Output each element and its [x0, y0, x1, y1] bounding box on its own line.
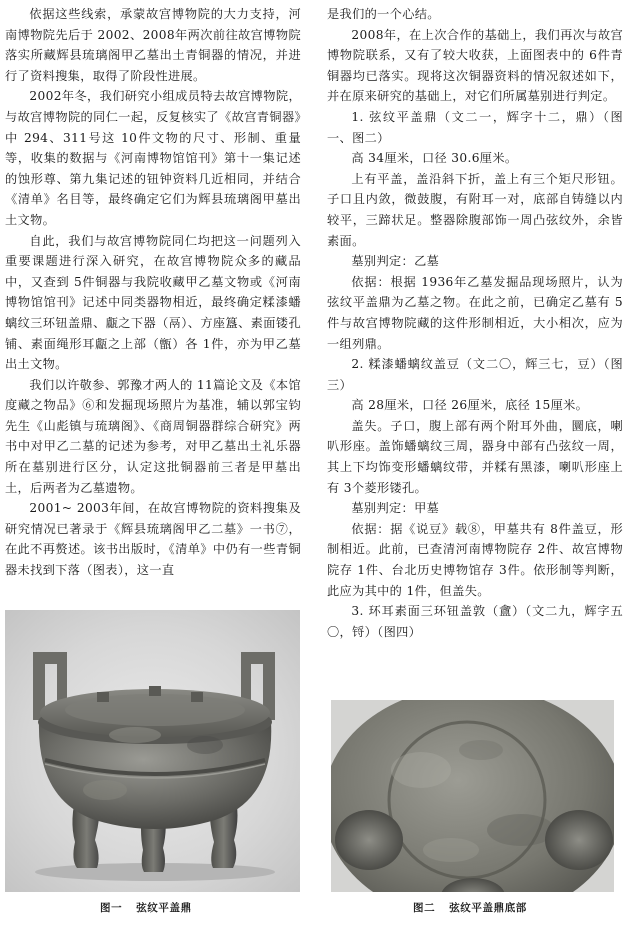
- paragraph: 高 28厘米，口径 26厘米，底径 15厘米。: [351, 398, 589, 413]
- ding-vessel-illustration: [5, 610, 300, 892]
- paragraph: 高 34厘米，口径 30.6厘米。: [351, 151, 518, 166]
- paragraph: 墓别判定：乙墓: [351, 254, 440, 269]
- figure-2-photo: [331, 700, 614, 892]
- figure-1-photo: [5, 610, 300, 892]
- paragraph: 2. 糅漆蟠螭纹盖豆（文二〇，辉三七，豆）（图三）: [327, 357, 623, 392]
- ding-underside-illustration: [331, 700, 614, 892]
- right-text-column: [327, 4, 623, 642]
- paragraph: 上有平盖，盖沿斜下折，盖上有三个矩尺形钮。子口且内敛，微鼓腹，有附耳一对，底部自铸缝以内较平，三蹄状足。整器除腹部饰一周凸弦纹外，余皆素面。: [327, 171, 623, 248]
- figure-2-caption: [413, 900, 527, 915]
- paragraph: 2001~ 2003年间，在故宫博物院的资料搜集及研究情况已著录于《辉县琉璃阁甲乙二墓》一书⑦，在此不再赘述。该书出版时，《清单》中仍有一些青铜器未找到下落（图表），这一直: [5, 501, 301, 578]
- paragraph: 依据：根据 1936年乙墓发掘品现场照片，认为弦纹平盖鼎为乙墓之物。在此之前，已确定乙墓有 5件与故宫博物院藏的这件形制相近，大小相次，应为一组列鼎。: [327, 274, 623, 351]
- paragraph: 墓别判定：甲墓: [351, 501, 440, 516]
- paragraph: 盖失。子口，腹上部有两个附耳外曲，圜底，喇叭形座。盖饰蟠螭纹三周，器身中部有凸弦纹一周，其上下均饰变形蟠螭纹带，并糅有黑漆，喇叭形座上有 3个菱形镂孔。: [327, 418, 623, 495]
- figure-1-caption: [100, 900, 192, 915]
- figure-label: 图一: [100, 902, 123, 914]
- figure-caption-text: 弦纹平盖鼎底部: [449, 902, 527, 914]
- paragraph: 是我们的一个心结。: [327, 7, 440, 21]
- paragraph: 2002年冬，我们研究小组成员特去故宫博物院，与故宫博物院的同仁一起，反复核实了《故宫青铜器》中 294、311号这 10件文物的尺寸、形制、重量等，收集的数据与《河南博物馆馆刊》第十一集记述的蚀形尊、第九集记述的钮钟资料几近相同，并结合《清单》名目等，最终确定它们为辉县琉璃阁甲墓出土文物。: [5, 89, 301, 227]
- paragraph: 依据这些线索，承蒙故宫博物院的大力支持，河南博物院先后于 2002、2008年两次前往故宫博物院落实所藏辉县琉璃阁甲乙墓出土青铜器的情况，并进行了资料搜集，取得了阶段性进展。: [5, 7, 301, 83]
- paragraph: 3. 环耳素面三环钮盖敦（盦）（文二九，辉字五〇，锊）（图四）: [327, 604, 623, 639]
- paragraph: 1. 弦纹平盖鼎（文二一，辉字十二，鼎）（图一、图二）: [327, 109, 623, 145]
- paragraph: 依据：据《说豆》载⑧，甲墓共有 8件盖豆，形制相近。此前，已查清河南博物院存 2件、故宫博物院存 1件、台北历史博物馆存 3件。依形制等判断，此应为其中的 1件，但盖失。: [327, 521, 623, 598]
- paragraph: 2008年，在上次合作的基础上，我们再次与故宫博物院联系，又有了较大收获，上面图表中的 6件青铜器均已落实。现将这次铜器资料的情况叙述如下，并在原来研究的基础上，对它们所属墓别进行判定。: [327, 27, 623, 104]
- paragraph: 我们以许敬参、郭豫才两人的 11篇论文及《本馆度藏之物品》⑥和发掘现场照片为基准，辅以郭宝钧先生《山彪镇与琉璃阁》、《商周铜器群综合研究》两书中对甲乙二墓的记述为参考，对甲乙墓出土礼乐器所在墓别进行区分，认定这批铜器前三者是甲墓出土，后两者为乙墓遗物。: [5, 377, 301, 495]
- figure-label: 图二: [413, 902, 436, 914]
- paragraph: 自此，我们与故宫博物院同仁均把这一问题列入重要课题进行深入研究，在故宫博物院众多的藏品中，又查到 5件铜器与我院收藏甲乙墓文物或《河南博物馆馆刊》记述中同类器物相近，最终确定糅漆蟠螭纹三环钮盖鼎、甗之下器（鬲）、方座簋、素面镂孔铺、素面绳形耳甗之上部（甑）各 1件，亦为甲乙墓出土文物。: [5, 233, 301, 372]
- left-text-column: [5, 4, 301, 581]
- figure-caption-text: 弦纹平盖鼎: [136, 902, 192, 914]
